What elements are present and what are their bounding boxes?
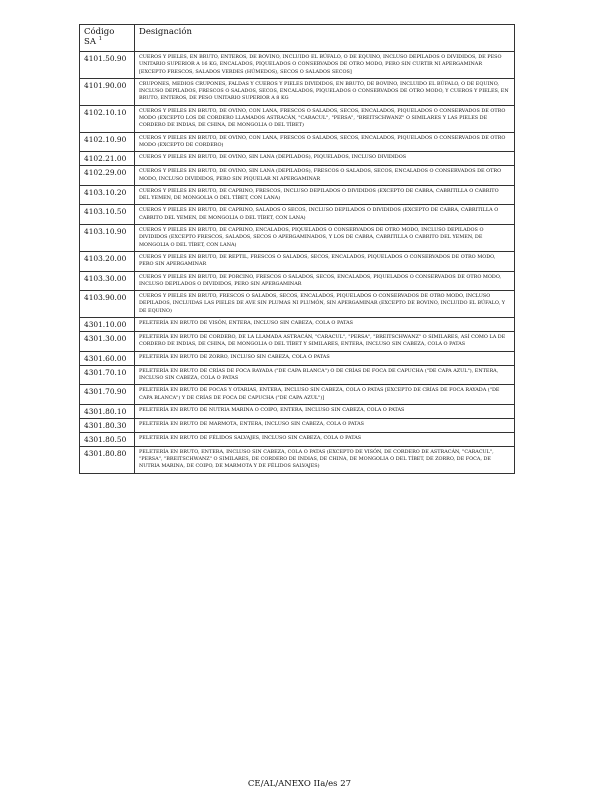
table-row: [80, 166, 515, 186]
hs-code-cell: 4103.90.00: [80, 291, 135, 318]
designation-cell: CUEROS Y PIELES, EN BRUTO, ENTEROS, DE BOVINO, INCLUIDO EL BÚFALO, O DE EQUINO, INCLUSO DEPILADOS O DIVIDIDOS, DE PESO UNITARIO SUPERIOR A 16 KG, ENCALADOS, PIQUELADOS O CONSERVADOS DE OTRO MODO, PERO SIN CURTIR NI APERGAMINAR [EXCEPTO FRESCOS, SALADOS VERDES (HÚMEDOS), SECOS O SALADOS SECOS]: [135, 52, 515, 79]
column-header-designation: Designación: [135, 25, 515, 52]
hs-code-cell: 4301.10.00: [80, 318, 135, 332]
designation-cell: CUEROS Y PIELES EN BRUTO, DE OVINO, CON LANA, FRESCOS O SALADOS, SECOS, ENCALADOS, PIQUELADOS O CONSERVADOS DE OTRO MODO (EXCEPTO DE CORDERO): [135, 132, 515, 152]
hs-code-cell: 4103.10.50: [80, 205, 135, 225]
table-row: [80, 105, 515, 132]
table-row: [80, 318, 515, 332]
designation-cell: CUEROS Y PIELES EN BRUTO, DE OVINO, SIN LANA (DEPILADOS), PIQUELADOS, INCLUSO DIVIDIDOS: [135, 152, 515, 166]
hs-code-cell: 4102.29.00: [80, 166, 135, 186]
designation-cell: PELETERÍA EN BRUTO, ENTERA, INCLUSO SIN CABEZA, COLA O PATAS (EXCEPTO DE VISÓN, DE CORDERO DE ASTRACÁN, "CARACUL", "PERSA", "BREITSCHWANZ" O SIMILARES, DE CORDERO DE INDIAS, DE CHINA, DE MONGOLIA O DEL TÍBET, DE ZORRO, DE FOCA, DE NUTRIA MARINA, DE COIPO, DE MARMOTA Y DE FÉLIDOS SALVAJES): [135, 446, 515, 473]
hs-code-cell: 4102.10.90: [80, 132, 135, 152]
hs-code-cell: 4103.20.00: [80, 251, 135, 271]
column-header-code: [80, 25, 135, 52]
hs-code-cell: 4103.10.20: [80, 185, 135, 205]
hs-code-cell: 4301.80.80: [80, 446, 135, 473]
table-row: [80, 271, 515, 291]
table-row: [80, 418, 515, 432]
hs-code-cell: 4301.70.10: [80, 365, 135, 385]
designation-cell: CUEROS Y PIELES EN BRUTO, DE CAPRINO, ENCALADOS, PIQUELADOS O CONSERVADOS DE OTRO MODO, INCLUSO DEPILADOS O DIVIDIDOS (EXCEPTO FRESCOS, SALADOS, SECOS O APERGAMINADOS, Y LOS DE CABRA, CABRITILLA O CABRITO DEL YEMEN, DE MONGOLIA O DEL TÍBET, CON LANA): [135, 225, 515, 252]
footnote-marker: 1: [98, 36, 103, 43]
code-header-label: Código: [84, 27, 115, 37]
table-row: [80, 365, 515, 385]
designation-cell: CUEROS Y PIELES EN BRUTO, DE CAPRINO, FRESCOS, INCLUSO DEPILADOS O DIVIDIDOS (EXCEPTO DE CABRA, CABRITILLA O CABRITO DEL YEMEN, DE MONGOLIA O DEL TÍBET, CON LANA): [135, 185, 515, 205]
hs-code-cell: 4301.80.30: [80, 418, 135, 432]
hs-code-cell: 4103.30.00: [80, 271, 135, 291]
designation-cell: CUEROS Y PIELES EN BRUTO, DE OVINO, SIN LANA (DEPILADOS), FRESCOS O SALADOS, SECOS, ENCALADOS O CONSERVADOS DE OTRO MODO, INCLUSO DIVIDIDOS, PERO SIN PIQUELAR NI APERGAMINAR: [135, 166, 515, 186]
designation-cell: PELETERÍA EN BRUTO DE NUTRIA MARINA O COIPO, ENTERA, INCLUSO SIN CABEZA, COLA O PATAS: [135, 404, 515, 418]
table-row: [80, 351, 515, 365]
designation-cell: PELETERÍA EN BRUTO DE CORDERO, DE LA LLAMADA ASTRACÁN, "CARACUL", "PERSA", "BREITSCHWANZ" O SIMILARES, ASÍ COMO LA DE CORDERO DE INDIAS, DE CHINA, DE MONGOLIA O DEL TÍBET Y SIMILARES, ENTERA, INCLUSO SIN CABEZA, COLA O PATAS: [135, 332, 515, 352]
page-footer: CE/AL/ANEXO IIa/es 27: [247, 779, 352, 789]
designation-cell: CUEROS Y PIELES EN BRUTO, DE PORCINO, FRESCOS O SALADOS, SECOS, ENCALADOS, PIQUELADOS O CONSERVADOS DE OTRO MODO, INCLUSO DEPILADOS O DIVIDIDOS, PERO SIN APERGAMINAR: [135, 271, 515, 291]
tariff-table: [79, 24, 515, 474]
table-row: [80, 446, 515, 473]
table-row: [80, 225, 515, 252]
hs-code-cell: 4301.30.00: [80, 332, 135, 352]
table-row: [80, 78, 515, 105]
table-header-row: [80, 25, 515, 52]
designation-cell: PELETERÍA EN BRUTO DE MARMOTA, ENTERA, INCLUSO SIN CABEZA, COLA O PATAS: [135, 418, 515, 432]
hs-code-cell: 4301.60.00: [80, 351, 135, 365]
hs-code-cell: 4102.10.10: [80, 105, 135, 132]
designation-cell: CUEROS Y PIELES EN BRUTO, DE REPTIL, FRESCOS O SALADOS, SECOS, ENCALADOS, PIQUELADOS O CONSERVADOS DE OTRO MODO, PERO SIN APERGAMINAR: [135, 251, 515, 271]
table-row: [80, 132, 515, 152]
table-row: [80, 291, 515, 318]
designation-cell: CUEROS Y PIELES EN BRUTO, DE CAPRINO, SALADOS O SECOS, INCLUSO DEPILADOS O DIVIDIDOS (EXCEPTO DE CABRA, CABRITILLA O CABRITO DEL YEMEN, DE MONGOLIA O DEL TÍBET, CON LANA): [135, 205, 515, 225]
table-row: [80, 152, 515, 166]
table-row: [80, 251, 515, 271]
hs-code-cell: 4102.21.00: [80, 152, 135, 166]
hs-code-cell: 4301.80.50: [80, 432, 135, 446]
table-row: [80, 432, 515, 446]
hs-code-cell: 4301.70.90: [80, 385, 135, 405]
hs-code-cell: 4103.10.90: [80, 225, 135, 252]
designation-cell: CUEROS Y PIELES EN BRUTO, FRESCOS O SALADOS, SECOS, ENCALADOS, PIQUELADOS O CONSERVADOS DE OTRO MODO, INCLUSO DEPILADOS, INCLUIDAS LAS PIELES DE AVE SIN PLUMAS NI PLUMÓN, SIN APERGAMINAR (EXCEPTO DE BOVINO, INCLUIDO EL BÚFALO, Y DE EQUINO): [135, 291, 515, 318]
table-body: [80, 52, 515, 474]
hs-code-cell: 4101.50.90: [80, 52, 135, 79]
designation-cell: PELETERÍA EN BRUTO DE VISÓN, ENTERA, INCLUSO SIN CABEZA, COLA O PATAS: [135, 318, 515, 332]
designation-cell: PELETERÍA EN BRUTO DE CRÍAS DE FOCA RAYADA ("DE CAPA BLANCA") O DE CRÍAS DE FOCA DE CAPUCHA ("DE CAPA AZUL"), ENTERA, INCLUSO SIN CABEZA, COLA O PATAS: [135, 365, 515, 385]
designation-cell: CUEROS Y PIELES EN BRUTO, DE OVINO, CON LANA, FRESCOS O SALADOS, SECOS, ENCALADOS, PIQUELADOS O CONSERVADOS DE OTRO MODO (EXCEPTO LOS DE CORDERO LLAMADOS ASTRACÁN, "CARACUL", "PERSA", "BREITSCHWANZ" O SIMILARES Y LAS PIELES DE CORDERO DE INDIAS, DE CHINA, DE MONGOLIA O DEL TÍBET): [135, 105, 515, 132]
code-header-label-line2: SA: [84, 37, 96, 47]
designation-cell: PELETERÍA EN BRUTO DE FOCAS Y OTARIAS, ENTERA, INCLUSO SIN CABEZA, COLA O PATAS [EXCEPTO DE CRÍAS DE FOCA RAYADA ("DE CAPA BLANCA") Y DE CRÍAS DE FOCA DE CAPUCHA ("DE CAPA AZUL")]: [135, 385, 515, 405]
table-row: [80, 404, 515, 418]
table-row: [80, 385, 515, 405]
designation-cell: PELETERÍA EN BRUTO DE ZORRO, INCLUSO SIN CABEZA, COLA O PATAS: [135, 351, 515, 365]
table-row: [80, 332, 515, 352]
hs-code-cell: 4301.80.10: [80, 404, 135, 418]
hs-code-cell: 4101.90.00: [80, 78, 135, 105]
table-row: [80, 52, 515, 79]
table-row: [80, 185, 515, 205]
designation-cell: PELETERÍA EN BRUTO DE FÉLIDOS SALVAJES, INCLUSO SIN CABEZA, COLA O PATAS: [135, 432, 515, 446]
table-row: [80, 205, 515, 225]
designation-cell: CRUPONES, MEDIOS CRUPONES, FALDAS Y CUEROS Y PIELES DIVIDIDOS, EN BRUTO, DE BOVINO, INCLUIDO EL BÚFALO, O DE EQUINO, INCLUSO DEPILADOS, FRESCOS O SALADOS, SECOS, ENCALADOS, PIQUELADOS O CONSERVADOS DE OTRO MODO, Y CUEROS Y PIELES, EN BRUTO, ENTEROS, DE PESO UNITARIO SUPERIOR A 8 KG: [135, 78, 515, 105]
